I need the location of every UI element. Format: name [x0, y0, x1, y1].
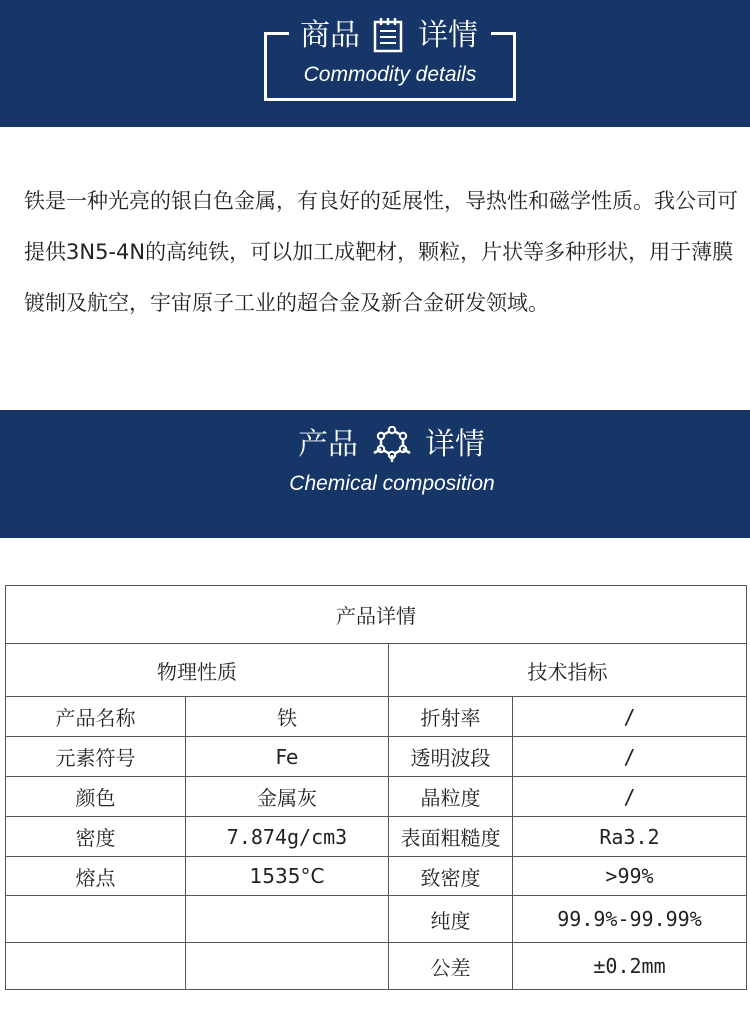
table-row: [6, 857, 747, 896]
property-name: 熔点: [6, 857, 186, 896]
property-name: [6, 896, 186, 943]
physical-properties-header: 物理性质: [6, 644, 389, 697]
table-row: [6, 697, 747, 737]
spec-value: ±0.2mm: [513, 943, 747, 990]
spec-value: >99%: [513, 857, 747, 896]
banner-subtitle: Commodity details: [303, 63, 477, 86]
banner-subtitle: Chemical composition: [289, 472, 495, 495]
property-value: 金属灰: [186, 777, 389, 817]
banner-title-right: 详情: [425, 427, 485, 462]
molecule-icon: [372, 426, 412, 468]
table-row: [6, 896, 747, 943]
spec-name: 致密度: [389, 857, 513, 896]
table-row: [6, 777, 747, 817]
spec-name: 晶粒度: [389, 777, 513, 817]
property-value: [186, 943, 389, 990]
table-row: [6, 943, 747, 990]
property-value: 1535°C: [186, 857, 389, 896]
spec-name: 公差: [389, 943, 513, 990]
chemical-composition-banner: [0, 410, 750, 538]
table-row: [6, 737, 747, 777]
property-name: 密度: [6, 817, 186, 857]
banner-title-left: 产品: [298, 427, 358, 462]
property-value: Fe: [186, 737, 389, 777]
spec-name: 折射率: [389, 697, 513, 737]
spec-name: 纯度: [389, 896, 513, 943]
spec-value: /: [513, 697, 747, 737]
property-value: [186, 896, 389, 943]
table-caption: 产品详情: [6, 586, 747, 644]
spec-value: /: [513, 737, 747, 777]
spec-name: 表面粗糙度: [389, 817, 513, 857]
commodity-details-banner: [0, 0, 750, 127]
banner-title-left: 商品: [300, 18, 360, 53]
table-row: [6, 817, 747, 857]
product-description: 铁是一种光亮的银白色金属，有良好的延展性，导热性和磁学性质。我公司可提供3N5-4N的高纯铁，可以加工成靶材，颗粒，片状等多种形状，用于薄膜镀制及航空，宇宙原子工业的超合金及新合金研发领域。: [24, 189, 738, 315]
spec-value: 99.9%-99.99%: [513, 896, 747, 943]
property-name: 产品名称: [6, 697, 186, 737]
banner-title-right: 详情: [418, 18, 478, 53]
property-value: 7.874g/cm3: [186, 817, 389, 857]
property-name: 元素符号: [6, 737, 186, 777]
property-name: [6, 943, 186, 990]
spec-value: Ra3.2: [513, 817, 747, 857]
product-spec-table: [5, 585, 747, 990]
property-name: 颜色: [6, 777, 186, 817]
property-value: 铁: [186, 697, 389, 737]
technical-specs-header: 技术指标: [389, 644, 747, 697]
notepad-icon: [372, 17, 404, 57]
spec-value: /: [513, 777, 747, 817]
spec-name: 透明波段: [389, 737, 513, 777]
